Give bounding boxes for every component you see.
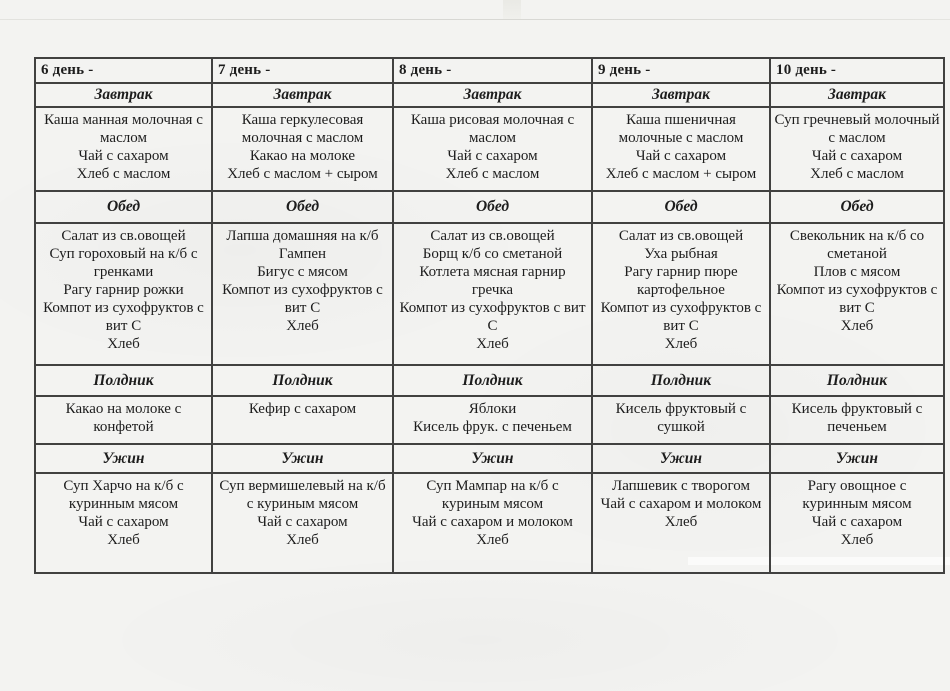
day-10-breakfast-items	[770, 107, 944, 191]
menu-item-line: Компот из сухофруктов с вит С	[43, 300, 204, 334]
day-7-breakfast-items	[212, 107, 393, 191]
menu-item-line: Кисель фрук. с печеньем	[413, 419, 572, 435]
menu-item-line: Чай с сахаром	[447, 148, 538, 164]
day-10-snack-items	[770, 396, 944, 444]
day-6-snack-label: Полдник	[35, 365, 212, 396]
day-8-lunch-items	[393, 223, 592, 365]
day-10-lunch-items	[770, 223, 944, 365]
lunch-label-row	[35, 191, 944, 223]
menu-item-line: Хлеб с маслом + сыром	[605, 166, 757, 182]
day-6-lunch-items	[35, 223, 212, 365]
menu-item-line: Котлета мясная гарнир гречка	[419, 264, 566, 298]
menu-item-line: Хлеб	[840, 532, 874, 548]
day-9-snack-items	[592, 396, 770, 444]
menu-item-line: Салат из св.овощей	[430, 228, 555, 244]
menu-item-line: Чай с сахаром	[635, 148, 727, 164]
menu-item-line: Хлеб	[286, 532, 319, 548]
day-9-lunch-label: Обед	[592, 191, 770, 223]
menu-item-line: Плов с мясом	[813, 264, 901, 280]
menu-item-line: Хлеб	[107, 336, 140, 352]
menu-item-line: Свекольник на к/б со сметаной	[789, 228, 925, 262]
menu-item-line: Кисель фруктовый с печеньем	[791, 401, 923, 435]
menu-item-line: Лапшевик с творогом	[612, 478, 750, 494]
menu-item-line: Компот из сухофруктов с вит С	[776, 282, 938, 316]
day-8-breakfast-items	[393, 107, 592, 191]
day-8-dinner-label: Ужин	[393, 444, 592, 473]
menu-item-line: Компот из сухофруктов с вит С	[600, 300, 762, 334]
menu-item-line: Хлеб с маслом	[76, 166, 171, 182]
day-9-header: 9 день -	[592, 58, 770, 83]
menu-item-line: Чай с сахаром и молоком	[412, 514, 573, 530]
day-9-dinner-items	[592, 473, 770, 573]
day-10-dinner-label: Ужин	[770, 444, 944, 473]
menu-item-line: Суп Харчо на к/б с куринным мясом	[63, 478, 184, 512]
day-8-header: 8 день -	[393, 58, 592, 83]
menu-item-line: Суп Мампар на к/б с куриным мясом	[426, 478, 559, 512]
day-7-dinner-label: Ужин	[212, 444, 393, 473]
menu-item-line: Борщ к/б со сметаной	[422, 246, 563, 262]
menu-item-line: Бигус с мясом	[257, 264, 348, 280]
day-header-row	[35, 58, 944, 83]
menu-item-line: Чай с сахаром	[811, 148, 903, 164]
day-10-breakfast-label: Завтрак	[770, 83, 944, 107]
menu-item-line: Суп вермишелевый на к/б с куриным мясом	[219, 478, 386, 512]
day-8-snack-items	[393, 396, 592, 444]
menu-item-line: Хлеб	[840, 318, 874, 334]
menu-item-line: Какао на молоке	[249, 148, 356, 164]
menu-item-line: Гампен	[278, 246, 327, 262]
day-6-dinner-label: Ужин	[35, 444, 212, 473]
menu-item-line: Чай с сахаром	[257, 514, 348, 530]
day-10-header: 10 день -	[770, 58, 944, 83]
menu-item-line: Компот из сухофруктов с вит С	[399, 300, 586, 334]
day-10-snack-label: Полдник	[770, 365, 944, 396]
menu-table-body	[35, 58, 944, 573]
menu-item-line: Каша пшеничная молочные с маслом	[618, 112, 744, 146]
day-6-lunch-label: Обед	[35, 191, 212, 223]
menu-item-line: Хлеб	[476, 336, 509, 352]
day-7-lunch-label: Обед	[212, 191, 393, 223]
menu-item-line: Компот из сухофруктов с вит С	[222, 282, 383, 316]
menu-item-line: Хлеб с маслом	[445, 166, 540, 182]
snack-items-row	[35, 396, 944, 444]
menu-item-line: Салат из св.овощей	[618, 228, 744, 244]
breakfast-label-row	[35, 83, 944, 107]
menu-item-line: Хлеб с маслом	[810, 166, 904, 182]
dinner-label-row	[35, 444, 944, 473]
menu-item-line: Хлеб	[107, 532, 140, 548]
day-9-breakfast-items	[592, 107, 770, 191]
menu-item-line: Кефир с сахаром	[248, 401, 357, 417]
menu-item-line: Какао на молоке с конфетой	[65, 401, 182, 435]
menu-item-line: Чай с сахаром и молоком	[600, 496, 762, 512]
menu-item-line: Уха рыбная	[644, 246, 718, 262]
lunch-items-row	[35, 223, 944, 365]
menu-item-line: Лапша домашняя на к/б	[226, 228, 379, 244]
menu-item-line: Чай с сахаром	[78, 514, 169, 530]
menu-item-line: Суп гороховый на к/б с гренками	[49, 246, 198, 280]
day-6-breakfast-label: Завтрак	[35, 83, 212, 107]
menu-item-line: Суп гречневый молочный с маслом	[774, 112, 940, 146]
day-6-dinner-items	[35, 473, 212, 573]
menu-item-line: Салат из св.овощей	[61, 228, 186, 244]
day-9-snack-label: Полдник	[592, 365, 770, 396]
day-7-snack-items	[212, 396, 393, 444]
day-6-header: 6 день -	[35, 58, 212, 83]
day-6-snack-items	[35, 396, 212, 444]
menu-item-line: Каша геркулесовая молочная с маслом	[241, 112, 364, 146]
day-7-dinner-items	[212, 473, 393, 573]
menu-item-line: Чай с сахаром	[811, 514, 903, 530]
day-9-breakfast-label: Завтрак	[592, 83, 770, 107]
day-8-breakfast-label: Завтрак	[393, 83, 592, 107]
menu-item-line: Каша манная молочная с маслом	[44, 112, 203, 146]
menu-item-line: Хлеб	[286, 318, 319, 334]
scan-smudge-artifact	[503, 0, 521, 19]
day-10-dinner-items	[770, 473, 944, 573]
menu-item-line: Хлеб	[476, 532, 509, 548]
menu-item-line: Чай с сахаром	[78, 148, 169, 164]
menu-item-line: Яблоки	[468, 401, 517, 417]
menu-item-line: Рагу гарнир рожки	[63, 282, 184, 298]
day-7-lunch-items	[212, 223, 393, 365]
day-8-snack-label: Полдник	[393, 365, 592, 396]
breakfast-items-row	[35, 107, 944, 191]
day-8-lunch-label: Обед	[393, 191, 592, 223]
scan-line-artifact	[0, 19, 950, 20]
menu-item-line: Каша рисовая молочная с маслом	[410, 112, 575, 146]
menu-table	[34, 57, 945, 574]
day-10-lunch-label: Обед	[770, 191, 944, 223]
day-7-snack-label: Полдник	[212, 365, 393, 396]
menu-item-line: Рагу овощное с куринным мясом	[802, 478, 912, 512]
menu-item-line: Хлеб	[664, 514, 698, 530]
dinner-items-row	[35, 473, 944, 573]
menu-item-line: Хлеб с маслом + сыром	[227, 166, 378, 182]
menu-item-line: Хлеб	[664, 336, 698, 352]
menu-item-line: Рагу гарнир пюре картофельное	[624, 264, 738, 298]
day-6-breakfast-items	[35, 107, 212, 191]
day-7-breakfast-label: Завтрак	[212, 83, 393, 107]
day-9-dinner-label: Ужин	[592, 444, 770, 473]
day-8-dinner-items	[393, 473, 592, 573]
snack-label-row	[35, 365, 944, 396]
menu-item-line: Кисель фруктовый с сушкой	[615, 401, 747, 435]
day-9-lunch-items	[592, 223, 770, 365]
day-7-header: 7 день -	[212, 58, 393, 83]
